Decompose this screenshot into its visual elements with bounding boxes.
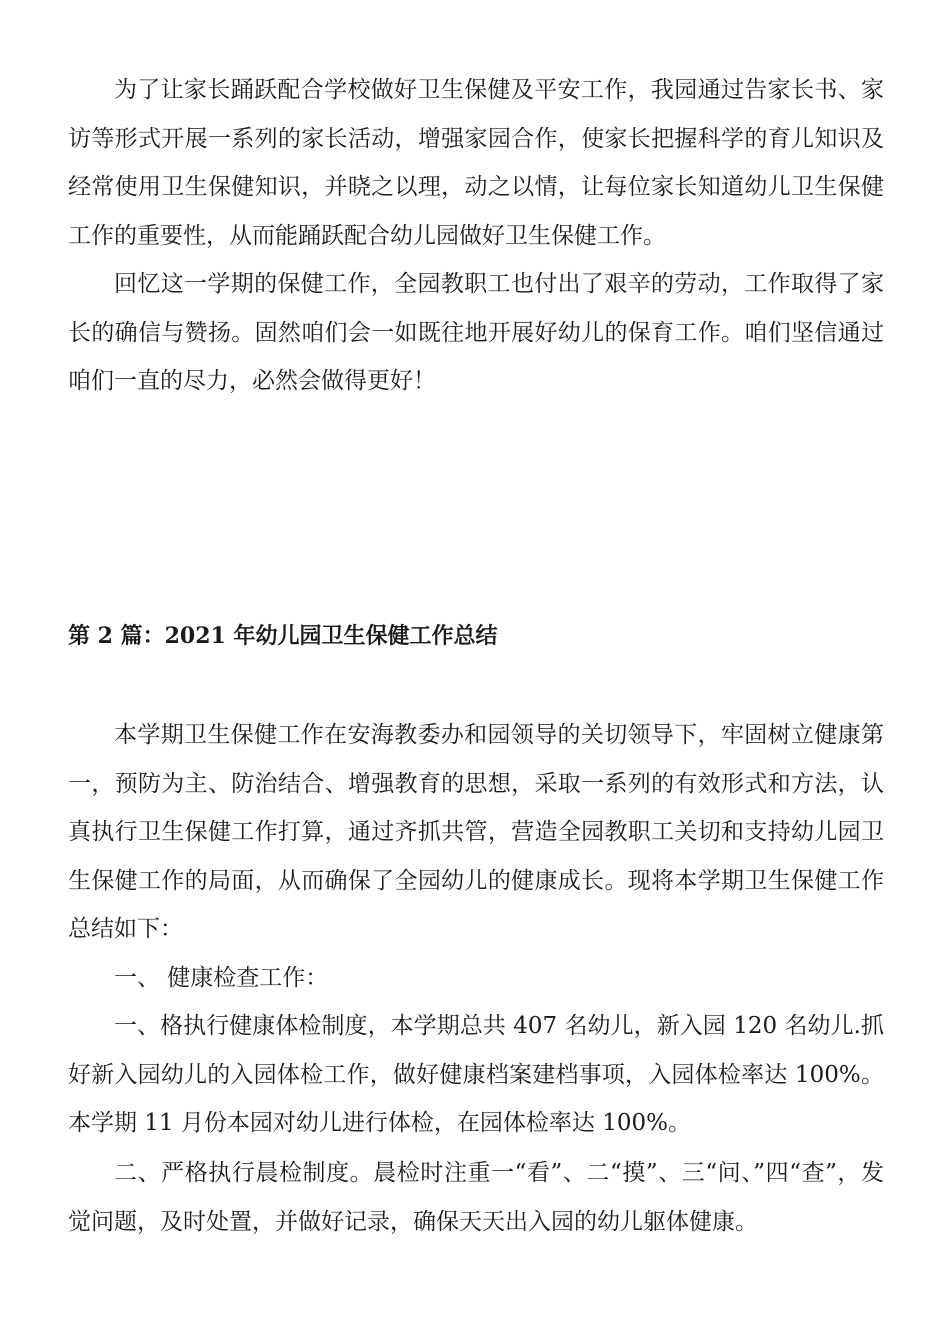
paragraph-physical-exam: 一、格执行健康体检制度，本学期总共 407 名幼儿，新入园 120 名幼儿.抓好新入园幼儿的入园体检工作，做好健康档案建档事项，入园体检率达 100%。本学期 11 月份本园对幼儿进行体检，在园体检率达 100%。 xyxy=(68,1013,884,1136)
paragraph-semester-review: 回忆这一学期的保健工作，全园教职工也付出了艰辛的劳动，工作取得了家长的确信与赞扬。固然咱们会一如既往地开展好幼儿的保育工作。咱们坚信通过咱们一直的尽力，必然会做得更好！ xyxy=(68,271,884,394)
paragraph-parent-cooperation: 为了让家长踊跃配合学校做好卫生保健及平安工作，我园通过告家长书、家访等形式开展一系列的家长活动，增强家园合作，使家长把握科学的育儿知识及经常使用卫生保健知识，并晓之以理，动之以情，让每位家长知道幼儿卫生保健工作的重要性，从而能踊跃配合幼儿园做好卫生保健工作。 xyxy=(68,77,884,249)
paragraph-intro: 本学期卫生保健工作在安海教委办和园领导的关切领导下，牢固树立健康第一，预防为主、防治结合、增强教育的思想，采取一系列的有效形式和方法，认真执行卫生保健工作打算，通过齐抓共管，营造全园教职工关切和支持幼儿园卫生保健工作的局面，从而确保了全园幼儿的健康成长。现将本学期卫生保健工作总结如下： xyxy=(68,722,884,942)
paragraph-morning-check: 二、严格执行晨检制度。晨检时注重一“看”、二“摸”、三“问、”四“查”，发觉问题，及时处置，并做好记录，确保天天出入园的幼儿躯体健康。 xyxy=(68,1160,884,1235)
subheading-health-check: 一、 健康检查工作： xyxy=(114,965,329,991)
section-heading: 第 2 篇：2021 年幼儿园卫生保健工作总结 xyxy=(68,623,498,649)
